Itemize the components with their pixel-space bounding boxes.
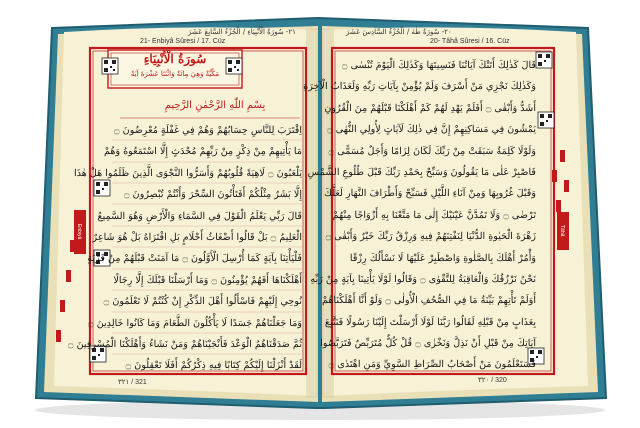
right-page-header-arabic: ٢٠- سُورَةُ طٰهٰ / الْجُزْءُ السَّادِسَ عَشَرَ [346, 28, 452, 36]
text-line: يَلْعَبُونَ ۝ لَاهِيَةً قُلُوبُهُمْ وَأَسَرُّوا النَّجْوَى الَّذِينَ ظَلَمُوا هَلْ هٰذَا [74, 167, 302, 179]
text-line: وَأْمُرْ أَهْلَكَ بِالصَّلٰوةِ وَاصْطَبِرْ عَلَيْهَا لَا نَسْأَلُكَ رِزْقًا [349, 252, 536, 264]
text-line: يَمْشُونَ فِي مَسَاكِنِهِمْ إِنَّ فِي ذٰلِكَ لَآيَاتٍ لِأُولِي النُّهٰى ۝ [327, 124, 536, 136]
right-page-number: ٣٢٠ / 320 [478, 377, 507, 384]
text-line: فَلْيَأْتِنَا بِآيَةٍ كَمَا أُرْسِلَ الْأَوَّلُونَ ۝ مَا آمَنَتْ قَبْلَهُمْ مِنْ قَرْيَةٍ [87, 253, 302, 265]
text-line: أَشَدُّ وَأَبْقٰى ۝ أَفَلَمْ يَهْدِ لَهُمْ كَمْ أَهْلَكْنَا قَبْلَهُمْ مِنَ الْقُرُونِ [324, 102, 536, 114]
text-line: ثُمَّ صَدَقْنَاهُمُ الْوَعْدَ فَأَنْجَيْنَاهُمْ وَمَنْ نَشَاءُ وَأَهْلَكْنَا الْمُسْرِفِينَ ۝ [67, 338, 302, 350]
text-line: الْعَلِيمُ ۝ بَلْ قَالُوا أَضْغَاثُ أَحْلَامٍ بَلِ افْتَرَاهُ بَلْ هُوَ شَاعِرٌ [92, 231, 302, 243]
text-line: أَوَلَمْ تَأْتِهِمْ بَيِّنَةُ مَا فِي الصُّحُفِ الْأُولٰى ۝ وَلَوْ أَنَّا أَهْلَكْنَاهُمْ [321, 295, 536, 307]
right-thumb-tab-label: Tâhâ [559, 225, 565, 237]
text-line: مَا يَأْتِيهِمْ مِنْ ذِكْرٍ مِنْ رَبِّهِمْ مُحْدَثٍ إِلَّا اسْتَمَعُوهُ وَهُمْ [104, 146, 302, 158]
text-line: قَالَ رَبِّي يَعْلَمُ الْقَوْلَ فِي السَّمَاءِ وَالْأَرْضِ وَهُوَ السَّمِيعُ [97, 210, 302, 222]
right-page-header-latin: 20- Tâhâ Sûresi / 16. Cüz [430, 38, 510, 45]
surah-subtitle: مَكِّيَّةٌ وَهِيَ مِائَةٌ وَاثْنَتَا عَشْرَةَ آيَةً [130, 70, 220, 78]
basmala-line: بِسْمِ اللّٰهِ الرَّحْمٰنِ الرَّحِيمِ [164, 100, 266, 111]
text-line: قَالَ كَذٰلِكَ أَتَتْكَ آيَاتُنَا فَنَسِيتَهَا وَكَذٰلِكَ الْيَوْمَ تُنْسٰى ۝ [341, 60, 536, 71]
left-thumb-tab-label: Enbiyâ [76, 224, 82, 240]
text-line: لَقَدْ أَنْزَلْنَا إِلَيْكُمْ كِتَابًا فِيهِ ذِكْرُكُمْ أَفَلَا تَعْقِلُونَ ۝ [125, 360, 302, 372]
text-line: نَحْنُ نَرْزُقُكَ وَالْعَاقِبَةُ لِلتَّقْوٰى ۝ وَقَالُوا لَوْلَا يَأْتِينَا بِآيَةٍ مِنْ رَبِّهِ [310, 273, 536, 285]
text-line: آيَاتِكَ مِنْ قَبْلِ أَنْ نَذِلَّ وَنَخْزٰى ۝ قُلْ كُلٌّ مُتَرَبِّصٌ فَتَرَبَّصُوا [320, 338, 536, 350]
text-line: نُوحِي إِلَيْهِمْ فَاسْأَلُوا أَهْلَ الذِّكْرِ إِنْ كُنْتُمْ لَا تَعْلَمُونَ ۝ [103, 296, 302, 308]
text-line: اِقْتَرَبَ لِلنَّاسِ حِسَابُهُمْ وَهُمْ فِي غَفْلَةٍ مُعْرِضُونَ ۝ [113, 125, 302, 136]
surah-title: سُورَةُ الْأَنْبِيَاءِ [143, 52, 207, 66]
right-page-text [303, 55, 536, 376]
left-page-number: ٣٢١ / 321 [118, 379, 147, 386]
text-line: فَسَتَعْلَمُونَ مَنْ أَصْحَابُ الصِّرَاطِ السَّوِيِّ وَمَنِ اهْتَدٰى ۝ [328, 359, 536, 371]
qr-code-icon [536, 52, 552, 68]
text-line: أَهْلَكْنَاهَا أَفَهُمْ يُؤْمِنُونَ ۝ وَمَا أَرْسَلْنَا قَبْلَكَ إِلَّا رِجَالًا [113, 274, 302, 286]
text-line: زَهْرَةَ الْحَيٰوةِ الدُّنْيَا لِنَفْتِنَهُمْ فِيهِ وَرِزْقُ رَبِّكَ خَيْرٌ وَأَبْقٰى ۝ [325, 231, 536, 243]
text-line: وَمَا جَعَلْنَاهُمْ جَسَدًا لَا يَأْكُلُونَ الطَّعَامَ وَمَا كَانُوا خَالِدِينَ ۝ [88, 317, 302, 329]
text-line: وَكَذٰلِكَ نَجْزِي مَنْ أَسْرَفَ وَلَمْ يُؤْمِنْ بِآيَاتِ رَبِّهِ وَلَعَذَابُ الْآخِرَةِ [303, 81, 536, 93]
left-page-header-arabic: ٢١- سُورَةُ الْأَنْبِيَاءِ / الْجُزْءُ السَّابِعَ عَشَرَ [188, 28, 296, 36]
text-line: فَاصْبِرْ عَلٰى مَا يَقُولُونَ وَسَبِّحْ بِحَمْدِ رَبِّكَ قَبْلَ طُلُوعِ الشَّمْسِ [307, 166, 536, 178]
text-line: تَرْضٰى ۝ وَلَا تَمُدَّنَّ عَيْنَيْكَ إِلٰى مَا مَتَّعْنَا بِهِ أَزْوَاجًا مِنْهُمْ [332, 209, 536, 221]
text-line: بِعَذَابٍ مِنْ قَبْلِهِ لَقَالُوا رَبَّنَا لَوْلَا أَرْسَلْتَ إِلَيْنَا رَسُولًا فَنَتَّبِعَ [324, 316, 536, 328]
left-page-header-latin: 21- Enbiyâ Sûresi / 17. Cüz [140, 38, 226, 45]
text-line: وَقَبْلَ غُرُوبِهَا وَمِنْ آنَاءِ اللَّيْلِ فَسَبِّحْ وَأَطْرَافَ النَّهَارِ لَعَلَّكَ [324, 188, 536, 200]
text-line: وَلَوْلَا كَلِمَةٌ سَبَقَتْ مِنْ رَبِّكَ لَكَانَ لِزَامًا وَأَجَلٌ مُسَمًّى ۝ [328, 145, 536, 157]
qr-code-icon [538, 112, 554, 128]
text-line: إِلَّا بَشَرٌ مِثْلُكُمْ أَفَتَأْتُونَ السِّحْرَ وَأَنْتُمْ تُبْصِرُونَ ۝ [123, 189, 302, 201]
